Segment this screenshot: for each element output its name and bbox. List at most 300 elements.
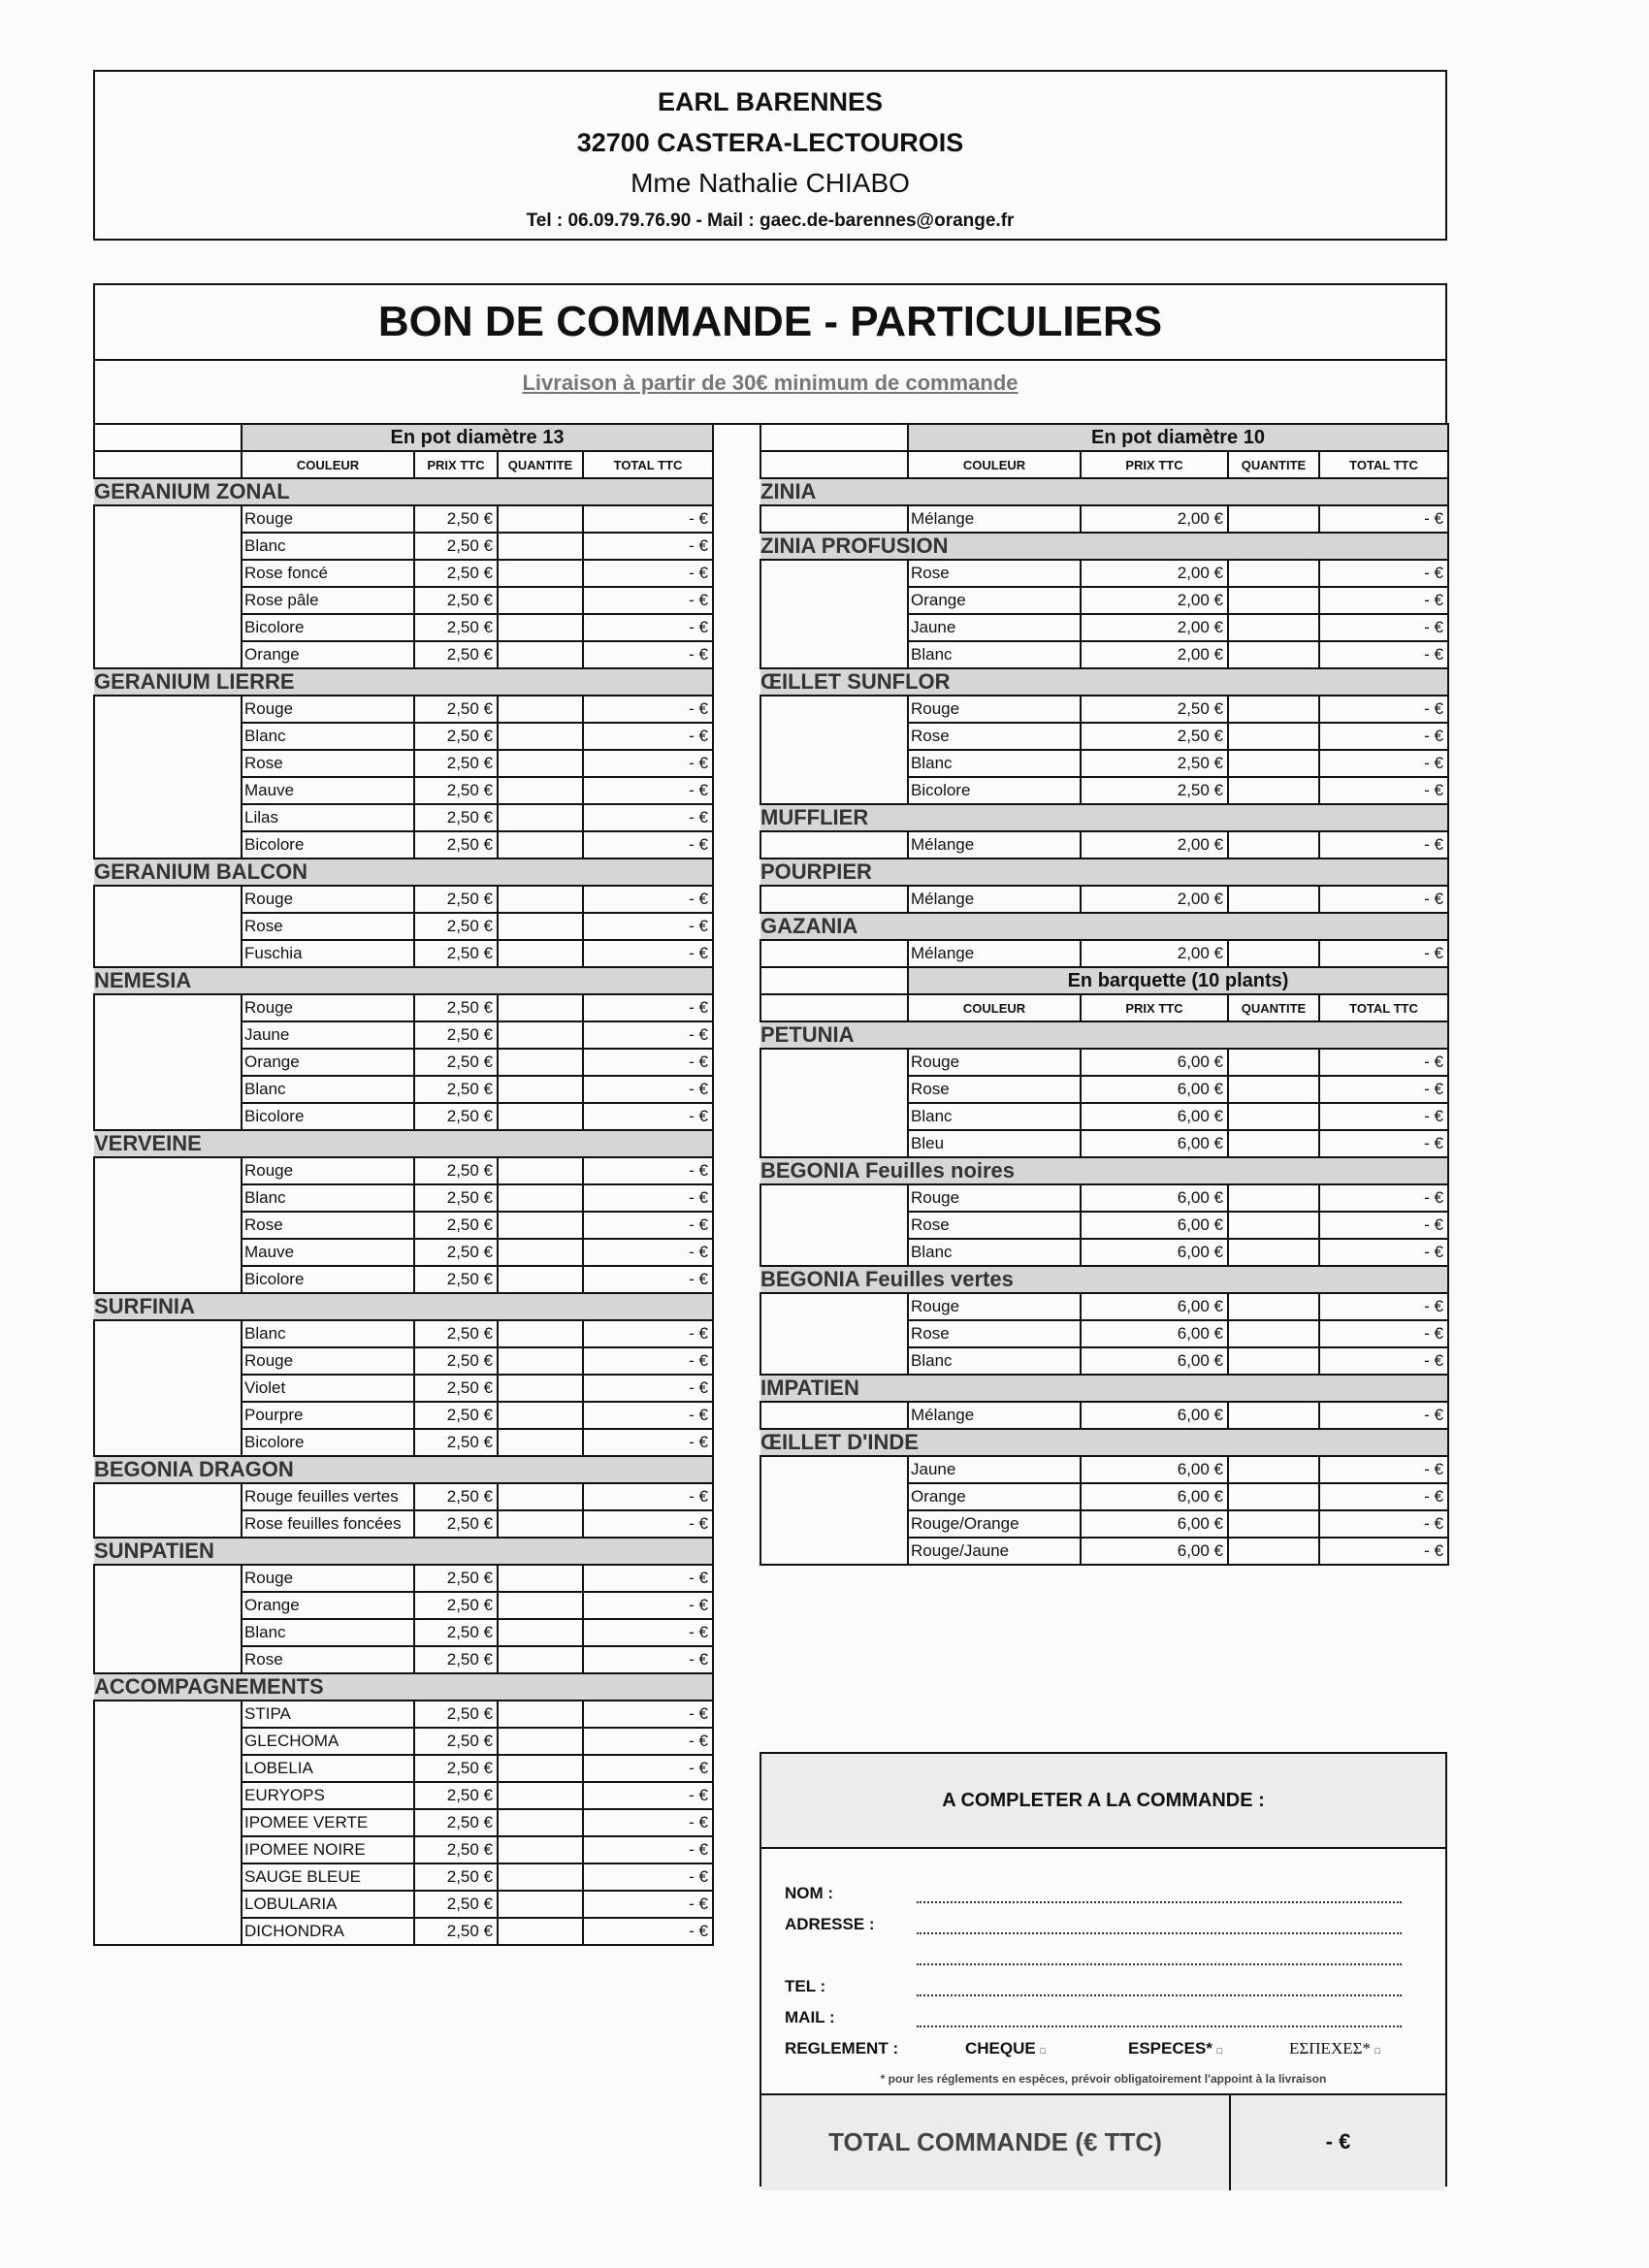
quantity-input[interactable] [498, 1483, 583, 1510]
total-box [761, 2093, 1445, 2190]
color-cell: Rouge/Jaune [908, 1538, 1081, 1565]
section-name: GERANIUM LIERRE [94, 668, 713, 696]
adresse-field[interactable] [917, 1931, 1402, 1934]
price-cell: 2,50 € [414, 1918, 498, 1945]
quantity-input[interactable] [1228, 1184, 1319, 1212]
quantity-input[interactable] [498, 1103, 583, 1130]
color-cell: Orange [908, 587, 1081, 614]
section-name: SURFINIA [94, 1293, 713, 1320]
quantity-input[interactable] [498, 994, 583, 1021]
color-cell: Blanc [242, 1184, 414, 1212]
row-spacer [94, 913, 242, 940]
quantity-input[interactable] [1228, 1320, 1319, 1347]
section-name: BEGONIA Feuilles vertes [760, 1266, 1448, 1293]
quantity-input[interactable] [498, 1510, 583, 1538]
section-name: ACCOMPAGNEMENTS [94, 1673, 713, 1701]
total-cell: - € [583, 560, 713, 587]
cheque-label: CHEQUE [965, 2039, 1036, 2057]
quantity-input[interactable] [1228, 1076, 1319, 1103]
row-spacer [94, 994, 242, 1021]
quantity-input[interactable] [498, 1402, 583, 1429]
table-heading-row [94, 424, 713, 451]
section-name: ZINIA [760, 478, 1448, 505]
quantity-input[interactable] [498, 696, 583, 723]
price-cell: 2,50 € [414, 1619, 498, 1646]
table-row [94, 804, 713, 831]
column-header-prix: PRIX TTC [1081, 994, 1228, 1021]
quantity-input[interactable] [498, 505, 583, 533]
price-cell: 2,50 € [414, 641, 498, 668]
adresse-field-line2[interactable] [917, 1962, 1402, 1965]
table-row [94, 1402, 713, 1429]
section-row [760, 1157, 1448, 1184]
nom-field[interactable] [917, 1900, 1402, 1903]
quantity-input[interactable] [498, 1157, 583, 1184]
quantity-input[interactable] [498, 1646, 583, 1673]
quantity-input[interactable] [1228, 1483, 1319, 1510]
color-cell: Jaune [242, 1021, 414, 1049]
table-row [760, 505, 1448, 533]
table-heading: En pot diamètre 10 [908, 424, 1448, 451]
quantity-input[interactable] [1228, 831, 1319, 859]
section-row [94, 1130, 713, 1157]
price-cell: 6,00 € [1081, 1483, 1228, 1510]
price-cell: 2,00 € [1081, 831, 1228, 859]
price-cell: 2,50 € [414, 886, 498, 913]
section-name: ŒILLET D'INDE [760, 1429, 1448, 1456]
price-cell: 2,50 € [414, 777, 498, 804]
row-spacer [760, 886, 908, 913]
quantity-input[interactable] [498, 1891, 583, 1918]
total-cell: - € [583, 1646, 713, 1673]
total-cell: - € [583, 913, 713, 940]
subtitle-box [93, 361, 1447, 425]
quantity-input[interactable] [498, 1809, 583, 1836]
color-cell: Blanc [242, 533, 414, 560]
quantity-input[interactable] [1228, 886, 1319, 913]
quantity-input[interactable] [1228, 1347, 1319, 1375]
total-cell: - € [583, 1103, 713, 1130]
table-row [94, 1103, 713, 1130]
color-cell: Rouge [242, 505, 414, 533]
quantity-input[interactable] [498, 1565, 583, 1592]
contact-name: Mme Nathalie CHIABO [630, 168, 910, 198]
total-cell: - € [1319, 1239, 1448, 1266]
quantity-input[interactable] [1228, 1402, 1319, 1429]
section-row [94, 1673, 713, 1701]
quantity-input[interactable] [1228, 560, 1319, 587]
total-cell: - € [1319, 587, 1448, 614]
quantity-input[interactable] [1228, 1239, 1319, 1266]
quantity-input[interactable] [498, 1049, 583, 1076]
price-cell: 2,50 € [414, 1320, 498, 1347]
color-cell: LOBELIA [242, 1755, 414, 1782]
contact-line: Tel : 06.09.79.76.90 - Mail : gaec.de-barennes@orange.fr [526, 211, 1015, 231]
heading-spacer [760, 967, 908, 994]
total-cell: - € [583, 1429, 713, 1456]
price-cell: 2,50 € [414, 696, 498, 723]
color-cell: GLECHOMA [242, 1728, 414, 1755]
quantity-input[interactable] [498, 533, 583, 560]
color-cell: Orange [242, 1592, 414, 1619]
table-row [760, 1510, 1448, 1538]
column-header-total: TOTAL TTC [1319, 451, 1448, 478]
quantity-input[interactable] [1228, 1538, 1319, 1565]
price-cell: 2,50 € [1081, 777, 1228, 804]
table-heading-row [760, 967, 1448, 994]
price-cell: 2,50 € [1081, 750, 1228, 777]
total-cell: - € [583, 1049, 713, 1076]
table-row [94, 533, 713, 560]
total-cell: - € [583, 1891, 713, 1918]
price-cell: 2,50 € [414, 1157, 498, 1184]
color-cell: Bleu [908, 1130, 1081, 1157]
quantity-input[interactable] [498, 1782, 583, 1809]
table-row [760, 560, 1448, 587]
price-cell: 6,00 € [1081, 1320, 1228, 1347]
quantity-input[interactable] [1228, 614, 1319, 641]
total-cell: - € [583, 994, 713, 1021]
total-cell: - € [1319, 723, 1448, 750]
quantity-input[interactable] [498, 1863, 583, 1891]
row-spacer [94, 1429, 242, 1456]
color-cell: Bicolore [242, 1429, 414, 1456]
quantity-input[interactable] [1228, 940, 1319, 967]
tel-field[interactable] [917, 1993, 1402, 1996]
color-cell: Rose [242, 1212, 414, 1239]
column-header-couleur: COULEUR [908, 451, 1081, 478]
section-name: SUNPATIEN [94, 1538, 713, 1565]
column-header-quantite: QUANTITE [498, 451, 583, 478]
mail-field[interactable] [917, 2025, 1402, 2027]
quantity-input[interactable] [498, 560, 583, 587]
table-row [94, 560, 713, 587]
heading-spacer [94, 424, 242, 451]
price-cell: 2,50 € [414, 1863, 498, 1891]
row-spacer [94, 804, 242, 831]
table-row [94, 1646, 713, 1673]
color-cell: Bicolore [242, 1266, 414, 1293]
price-cell: 2,50 € [414, 1483, 498, 1510]
total-cell: - € [583, 1701, 713, 1728]
quantity-input[interactable] [498, 1619, 583, 1646]
row-spacer [94, 1863, 242, 1891]
section-name: BEGONIA Feuilles noires [760, 1157, 1448, 1184]
quantity-input[interactable] [498, 1728, 583, 1755]
table-row [94, 750, 713, 777]
price-cell: 2,00 € [1081, 587, 1228, 614]
table-row [94, 886, 713, 913]
checkbox-icon[interactable]: □ [1216, 2046, 1223, 2056]
table-row [94, 1239, 713, 1266]
color-cell: Blanc [908, 641, 1081, 668]
espexes-label: ΕΣΠΕΧΕΣ* [1289, 2039, 1371, 2057]
total-cell: - € [1319, 1184, 1448, 1212]
price-cell: 2,50 € [414, 1103, 498, 1130]
column-header-spacer [94, 451, 242, 478]
color-cell: Rouge [242, 1347, 414, 1375]
total-cell: - € [1319, 1456, 1448, 1483]
quantity-input[interactable] [498, 1212, 583, 1239]
price-cell: 2,50 € [414, 1782, 498, 1809]
table-row [760, 1076, 1448, 1103]
total-cell: - € [583, 1402, 713, 1429]
quantity-input[interactable] [498, 1076, 583, 1103]
price-cell: 2,50 € [414, 1646, 498, 1673]
column-header-couleur: COULEUR [242, 451, 414, 478]
row-spacer [94, 1836, 242, 1863]
row-spacer [760, 831, 908, 859]
total-cell: - € [583, 1320, 713, 1347]
table-row [94, 1375, 713, 1402]
table-row [94, 1863, 713, 1891]
table-heading: En pot diamètre 13 [242, 424, 713, 451]
quantity-input[interactable] [498, 1375, 583, 1402]
column-header-prix: PRIX TTC [1081, 451, 1228, 478]
section-row [760, 478, 1448, 505]
row-spacer [94, 1510, 242, 1538]
color-cell: Jaune [908, 614, 1081, 641]
column-header-row [94, 451, 713, 478]
quantity-input[interactable] [1228, 1293, 1319, 1320]
quantity-input[interactable] [1228, 1049, 1319, 1076]
column-header-total: TOTAL TTC [1319, 994, 1448, 1021]
cheque-option[interactable] [965, 2039, 1046, 2058]
quantity-input[interactable] [1228, 587, 1319, 614]
row-spacer [760, 1239, 908, 1266]
quantity-input[interactable] [498, 1836, 583, 1863]
total-cell: - € [583, 723, 713, 750]
price-cell: 6,00 € [1081, 1456, 1228, 1483]
quantity-input[interactable] [498, 1701, 583, 1728]
price-cell: 2,50 € [414, 831, 498, 859]
total-cell: - € [583, 804, 713, 831]
row-spacer [94, 1184, 242, 1212]
total-cell: - € [583, 614, 713, 641]
row-spacer [94, 614, 242, 641]
total-cell: - € [1319, 1510, 1448, 1538]
quantity-input[interactable] [498, 1266, 583, 1293]
row-spacer [760, 1293, 908, 1320]
quantity-input[interactable] [498, 1184, 583, 1212]
quantity-input[interactable] [498, 831, 583, 859]
color-cell: Rose [908, 1076, 1081, 1103]
quantity-input[interactable] [498, 777, 583, 804]
color-cell: IPOMEE NOIRE [242, 1836, 414, 1863]
total-cell: - € [1319, 1293, 1448, 1320]
price-cell: 2,00 € [1081, 560, 1228, 587]
color-cell: Rouge [908, 696, 1081, 723]
total-cell: - € [583, 533, 713, 560]
column-header-prix: PRIX TTC [414, 451, 498, 478]
company-city: 32700 CASTERA-LECTOUROIS [576, 128, 964, 157]
quantity-input[interactable] [498, 1755, 583, 1782]
quantity-input[interactable] [498, 940, 583, 967]
color-cell: Blanc [908, 1103, 1081, 1130]
column-header-quantite: QUANTITE [1228, 451, 1319, 478]
color-cell: Blanc [242, 1619, 414, 1646]
total-cell: - € [583, 1021, 713, 1049]
total-cell: - € [583, 1728, 713, 1755]
table-row [760, 1212, 1448, 1239]
color-cell: Rouge [242, 886, 414, 913]
table-row [94, 1266, 713, 1293]
table-row [94, 1701, 713, 1728]
quantity-input[interactable] [1228, 1212, 1319, 1239]
quantity-input[interactable] [1228, 723, 1319, 750]
section-name: GAZANIA [760, 913, 1448, 940]
price-cell: 2,50 € [414, 940, 498, 967]
quantity-input[interactable] [1228, 1510, 1319, 1538]
quantity-input[interactable] [498, 1021, 583, 1049]
price-cell: 6,00 € [1081, 1347, 1228, 1375]
table-row [94, 1021, 713, 1049]
tel-label: TEL : [785, 1977, 826, 1995]
row-spacer [760, 1347, 908, 1375]
table-row [94, 1212, 713, 1239]
checkbox-icon[interactable]: □ [1374, 2046, 1380, 2056]
heading-spacer [760, 424, 908, 451]
table-row [94, 940, 713, 967]
total-cell: - € [583, 1836, 713, 1863]
row-spacer [94, 1375, 242, 1402]
total-cell: - € [583, 1157, 713, 1184]
color-cell: Rose pâle [242, 587, 414, 614]
quantity-input[interactable] [498, 1429, 583, 1456]
quantity-input[interactable] [1228, 1130, 1319, 1157]
price-cell: 2,50 € [414, 1239, 498, 1266]
quantity-input[interactable] [1228, 777, 1319, 804]
price-cell: 6,00 € [1081, 1510, 1228, 1538]
checkbox-icon[interactable]: □ [1040, 2046, 1046, 2056]
price-cell: 6,00 € [1081, 1076, 1228, 1103]
section-name: MUFFLIER [760, 804, 1448, 831]
quantity-input[interactable] [1228, 641, 1319, 668]
table-row [760, 641, 1448, 668]
payment-note: * pour les réglements en espèces, prévoir obligatoirement l'appoint à la livraison [880, 2072, 1327, 2086]
total-cell: - € [583, 831, 713, 859]
quantity-input[interactable] [498, 1347, 583, 1375]
row-spacer [94, 533, 242, 560]
quantity-input[interactable] [1228, 696, 1319, 723]
price-cell: 2,50 € [414, 913, 498, 940]
color-cell: Bicolore [242, 1103, 414, 1130]
row-spacer [94, 560, 242, 587]
price-cell: 2,50 € [414, 533, 498, 560]
price-cell: 2,50 € [414, 1402, 498, 1429]
price-cell: 2,00 € [1081, 614, 1228, 641]
quantity-input[interactable] [498, 1239, 583, 1266]
row-spacer [94, 696, 242, 723]
nom-label: NOM : [785, 1884, 834, 1902]
price-cell: 6,00 € [1081, 1402, 1228, 1429]
row-spacer [94, 1021, 242, 1049]
color-cell: Rose [908, 723, 1081, 750]
especes-option[interactable] [1128, 2039, 1222, 2058]
row-spacer [760, 696, 908, 723]
total-cell: - € [1319, 560, 1448, 587]
row-spacer [94, 1565, 242, 1592]
color-cell: Blanc [908, 1347, 1081, 1375]
delivery-note: Livraison à partir de 30€ minimum de commande [522, 371, 1018, 395]
quantity-input[interactable] [498, 1592, 583, 1619]
color-cell: Rouge [242, 1565, 414, 1592]
table-row [760, 831, 1448, 859]
total-cell: - € [583, 641, 713, 668]
table-row [760, 1293, 1448, 1320]
table-row [94, 1483, 713, 1510]
table-row [760, 1402, 1448, 1429]
row-spacer [94, 1402, 242, 1429]
total-cell: - € [1319, 641, 1448, 668]
color-cell: Mélange [908, 831, 1081, 859]
color-cell: SAUGE BLEUE [242, 1863, 414, 1891]
color-cell: Blanc [242, 1076, 414, 1103]
table-row [760, 940, 1448, 967]
row-spacer [94, 777, 242, 804]
quantity-input[interactable] [498, 614, 583, 641]
quantity-input[interactable] [498, 723, 583, 750]
table-row [94, 1809, 713, 1836]
total-cell: - € [583, 1782, 713, 1809]
table-row [760, 777, 1448, 804]
total-cell: - € [583, 1347, 713, 1375]
price-cell: 2,50 € [414, 560, 498, 587]
quantity-input[interactable] [1228, 1103, 1319, 1130]
quantity-input[interactable] [1228, 505, 1319, 533]
color-cell: Rose [242, 1646, 414, 1673]
table-row [760, 1103, 1448, 1130]
color-cell: Mélange [908, 886, 1081, 913]
row-spacer [94, 1701, 242, 1728]
total-cell: - € [583, 1076, 713, 1103]
section-name: ŒILLET SUNFLOR [760, 668, 1448, 696]
section-name: POURPIER [760, 859, 1448, 886]
total-cell: - € [583, 1510, 713, 1538]
quantity-input[interactable] [498, 804, 583, 831]
table-row [94, 1782, 713, 1809]
price-cell: 2,00 € [1081, 641, 1228, 668]
color-cell: Rouge [242, 1157, 414, 1184]
row-spacer [760, 1103, 908, 1130]
color-cell: STIPA [242, 1701, 414, 1728]
row-spacer [94, 1728, 242, 1755]
quantity-input[interactable] [1228, 1456, 1319, 1483]
color-cell: Rose [908, 1320, 1081, 1347]
color-cell: Pourpre [242, 1402, 414, 1429]
adresse-label: ADRESSE : [785, 1915, 875, 1933]
espexes-option[interactable] [1289, 2039, 1380, 2058]
row-spacer [94, 750, 242, 777]
table-row [760, 696, 1448, 723]
quantity-input[interactable] [498, 641, 583, 668]
quantity-input[interactable] [498, 587, 583, 614]
quantity-input[interactable] [1228, 750, 1319, 777]
total-cell: - € [583, 1809, 713, 1836]
column-header-spacer [760, 451, 908, 478]
color-cell: EURYOPS [242, 1782, 414, 1809]
table-row [760, 886, 1448, 913]
table-row [94, 1076, 713, 1103]
quantity-input[interactable] [498, 1320, 583, 1347]
color-cell: Violet [242, 1375, 414, 1402]
quantity-input[interactable] [498, 886, 583, 913]
price-cell: 2,50 € [414, 1347, 498, 1375]
row-spacer [760, 1049, 908, 1076]
quantity-input[interactable] [498, 913, 583, 940]
quantity-input[interactable] [498, 1918, 583, 1945]
quantity-input[interactable] [498, 750, 583, 777]
